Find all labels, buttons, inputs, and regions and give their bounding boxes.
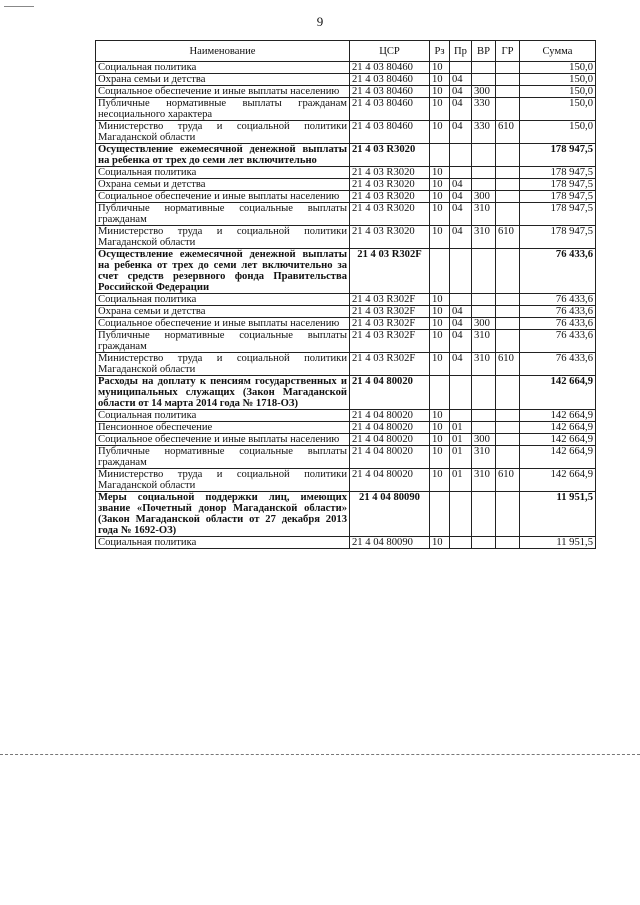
- table-row: [96, 226, 596, 249]
- table-row: [96, 537, 596, 549]
- cell-rz: 10: [430, 86, 450, 98]
- cell-sum: 178 947,5: [520, 203, 596, 226]
- cell-pr: 04: [450, 318, 472, 330]
- cell-name: Социальная политика: [96, 410, 350, 422]
- header-sum: Сумма: [520, 41, 596, 62]
- cell-vr: [472, 422, 496, 434]
- cell-sum: 142 664,9: [520, 376, 596, 410]
- cell-rz: 10: [430, 294, 450, 306]
- cell-csr: 21 4 03 R302F: [350, 330, 430, 353]
- cell-name: Социальное обеспечение и иные выплаты населению: [96, 318, 350, 330]
- cell-csr: 21 4 04 80020: [350, 446, 430, 469]
- cell-pr: [450, 167, 472, 179]
- cell-sum: 142 664,9: [520, 434, 596, 446]
- cell-pr: 04: [450, 98, 472, 121]
- cell-rz: 10: [430, 434, 450, 446]
- table-row: [96, 446, 596, 469]
- cell-csr: 21 4 03 R3020: [350, 191, 430, 203]
- cell-csr: 21 4 03 R302F: [350, 353, 430, 376]
- table-row: [96, 121, 596, 144]
- cell-pr: 04: [450, 179, 472, 191]
- cell-sum: 178 947,5: [520, 167, 596, 179]
- cell-gr: [496, 203, 520, 226]
- table-row: [96, 86, 596, 98]
- cell-vr: [472, 492, 496, 537]
- cell-name: Социальная политика: [96, 294, 350, 306]
- budget-table: [95, 40, 596, 549]
- cell-rz: 10: [430, 191, 450, 203]
- cell-vr: [472, 144, 496, 167]
- header-csr: ЦСР: [350, 41, 430, 62]
- cell-sum: 142 664,9: [520, 422, 596, 434]
- cell-pr: 01: [450, 422, 472, 434]
- cell-pr: [450, 144, 472, 167]
- cell-name: Охрана семьи и детства: [96, 179, 350, 191]
- cell-rz: [430, 376, 450, 410]
- cell-gr: [496, 410, 520, 422]
- cell-gr: [496, 191, 520, 203]
- cell-pr: 04: [450, 330, 472, 353]
- table-row: [96, 318, 596, 330]
- cell-sum: 178 947,5: [520, 179, 596, 191]
- table-row: [96, 249, 596, 294]
- cell-gr: [496, 98, 520, 121]
- cell-csr: 21 4 03 80460: [350, 62, 430, 74]
- cell-gr: [496, 318, 520, 330]
- cell-name: Охрана семьи и детства: [96, 74, 350, 86]
- cell-name: Социальное обеспечение и иные выплаты населению: [96, 86, 350, 98]
- cell-vr: 330: [472, 121, 496, 144]
- cell-gr: [496, 167, 520, 179]
- cell-gr: [496, 294, 520, 306]
- cell-name: Социальное обеспечение и иные выплаты населению: [96, 191, 350, 203]
- cell-sum: 150,0: [520, 98, 596, 121]
- cell-gr: [496, 330, 520, 353]
- cell-vr: 300: [472, 434, 496, 446]
- cell-sum: 150,0: [520, 86, 596, 98]
- cell-name: Публичные нормативные социальные выплаты гражданам: [96, 446, 350, 469]
- cell-rz: 10: [430, 537, 450, 549]
- cell-pr: [450, 537, 472, 549]
- table-row: [96, 469, 596, 492]
- table-row: [96, 294, 596, 306]
- cell-name: Осуществление ежемесячной денежной выплаты на ребенка от трех до семи лет включительно за счет средств резервного фонда Правительства Российской Федерации: [96, 249, 350, 294]
- cell-vr: 310: [472, 226, 496, 249]
- cell-gr: [496, 144, 520, 167]
- cell-rz: 10: [430, 446, 450, 469]
- table-row: [96, 144, 596, 167]
- cell-rz: 10: [430, 353, 450, 376]
- cell-vr: 330: [472, 98, 496, 121]
- cell-name: Министерство труда и социальной политики Магаданской области: [96, 469, 350, 492]
- cell-name: Публичные нормативные социальные выплаты гражданам: [96, 330, 350, 353]
- cell-csr: 21 4 03 80460: [350, 98, 430, 121]
- cell-sum: 178 947,5: [520, 226, 596, 249]
- cell-vr: [472, 306, 496, 318]
- table-row: [96, 422, 596, 434]
- cell-rz: [430, 492, 450, 537]
- cell-rz: 10: [430, 226, 450, 249]
- cell-name: Министерство труда и социальной политики Магаданской области: [96, 226, 350, 249]
- cell-csr: 21 4 03 R3020: [350, 203, 430, 226]
- cell-name: Пенсионное обеспечение: [96, 422, 350, 434]
- cell-csr: 21 4 03 R302F: [350, 318, 430, 330]
- cell-sum: 150,0: [520, 74, 596, 86]
- cell-csr: 21 4 04 80090: [350, 492, 430, 537]
- cell-rz: 10: [430, 74, 450, 86]
- header-name: Наименование: [96, 41, 350, 62]
- cell-csr: 21 4 03 R3020: [350, 179, 430, 191]
- cell-gr: [496, 306, 520, 318]
- cell-name: Расходы на доплату к пенсиям государственных и муниципальных служащих (Закон Магаданской области от 14 марта 2014 года № 1718-ОЗ): [96, 376, 350, 410]
- cell-rz: 10: [430, 121, 450, 144]
- cell-gr: [496, 492, 520, 537]
- cell-pr: [450, 492, 472, 537]
- cell-rz: [430, 249, 450, 294]
- cell-csr: 21 4 03 R3020: [350, 167, 430, 179]
- cell-csr: 21 4 03 R3020: [350, 226, 430, 249]
- table-row: [96, 376, 596, 410]
- cell-sum: 178 947,5: [520, 144, 596, 167]
- cell-gr: 610: [496, 353, 520, 376]
- cell-rz: 10: [430, 410, 450, 422]
- cell-pr: 04: [450, 353, 472, 376]
- cell-rz: [430, 144, 450, 167]
- cell-sum: 150,0: [520, 62, 596, 74]
- cell-name: Социальная политика: [96, 62, 350, 74]
- cell-pr: 04: [450, 203, 472, 226]
- cell-name: Социальная политика: [96, 167, 350, 179]
- cell-csr: 21 4 04 80020: [350, 410, 430, 422]
- table-body: [96, 62, 596, 549]
- cell-rz: 10: [430, 318, 450, 330]
- cell-csr: 21 4 04 80020: [350, 434, 430, 446]
- table-row: [96, 62, 596, 74]
- cell-gr: [496, 62, 520, 74]
- page-number: 9: [316, 14, 324, 29]
- cell-rz: 10: [430, 306, 450, 318]
- cell-pr: 01: [450, 434, 472, 446]
- cell-gr: [496, 86, 520, 98]
- cell-csr: 21 4 03 80460: [350, 86, 430, 98]
- cell-vr: [472, 74, 496, 86]
- cell-name: Публичные нормативные выплаты гражданам несоциального характера: [96, 98, 350, 121]
- cell-gr: [496, 422, 520, 434]
- header-vr: ВР: [472, 41, 496, 62]
- cell-csr: 21 4 03 80460: [350, 121, 430, 144]
- cell-sum: 76 433,6: [520, 318, 596, 330]
- cell-pr: 01: [450, 446, 472, 469]
- cell-name: Публичные нормативные социальные выплаты гражданам: [96, 203, 350, 226]
- cell-vr: 310: [472, 446, 496, 469]
- cell-pr: 04: [450, 191, 472, 203]
- scan-corner-mark: [4, 6, 34, 7]
- cell-vr: [472, 249, 496, 294]
- cell-gr: [496, 74, 520, 86]
- cell-sum: 76 433,6: [520, 249, 596, 294]
- cell-pr: [450, 376, 472, 410]
- cell-sum: 178 947,5: [520, 191, 596, 203]
- cell-vr: [472, 62, 496, 74]
- cell-rz: 10: [430, 469, 450, 492]
- cell-pr: 04: [450, 121, 472, 144]
- cell-sum: 76 433,6: [520, 306, 596, 318]
- header-gr: ГР: [496, 41, 520, 62]
- cell-sum: 150,0: [520, 121, 596, 144]
- cell-pr: 04: [450, 86, 472, 98]
- table-row: [96, 410, 596, 422]
- table-row: [96, 353, 596, 376]
- cell-sum: 142 664,9: [520, 410, 596, 422]
- cell-vr: [472, 537, 496, 549]
- cell-vr: 310: [472, 203, 496, 226]
- cell-sum: 11 951,5: [520, 537, 596, 549]
- cell-name: Охрана семьи и детства: [96, 306, 350, 318]
- cell-name: Меры социальной поддержки лиц, имеющих звание «Почетный донор Магаданской области» (Закон Магаданской области от 27 декабря 2013 года № 1692-ОЗ): [96, 492, 350, 537]
- cell-vr: [472, 167, 496, 179]
- cell-gr: [496, 376, 520, 410]
- cell-csr: 21 4 04 80020: [350, 469, 430, 492]
- cell-gr: 610: [496, 469, 520, 492]
- cell-pr: [450, 62, 472, 74]
- cell-csr: 21 4 04 80090: [350, 537, 430, 549]
- cell-rz: 10: [430, 179, 450, 191]
- cell-rz: 10: [430, 167, 450, 179]
- cell-csr: 21 4 03 80460: [350, 74, 430, 86]
- cell-csr: 21 4 03 R302F: [350, 294, 430, 306]
- cell-pr: [450, 294, 472, 306]
- cell-rz: 10: [430, 62, 450, 74]
- cell-rz: 10: [430, 203, 450, 226]
- page-bottom-divider: [0, 754, 640, 756]
- cell-gr: [496, 434, 520, 446]
- cell-name: Социальное обеспечение и иные выплаты населению: [96, 434, 350, 446]
- cell-gr: [496, 179, 520, 191]
- cell-pr: [450, 410, 472, 422]
- table-row: [96, 98, 596, 121]
- cell-pr: 01: [450, 469, 472, 492]
- cell-gr: [496, 446, 520, 469]
- cell-vr: 310: [472, 330, 496, 353]
- table-row: [96, 492, 596, 537]
- table-row: [96, 74, 596, 86]
- cell-sum: 142 664,9: [520, 469, 596, 492]
- cell-vr: 300: [472, 191, 496, 203]
- cell-rz: 10: [430, 330, 450, 353]
- header-rz: Рз: [430, 41, 450, 62]
- cell-csr: 21 4 04 80020: [350, 376, 430, 410]
- cell-sum: 76 433,6: [520, 353, 596, 376]
- cell-gr: [496, 249, 520, 294]
- table-row: [96, 306, 596, 318]
- cell-sum: 76 433,6: [520, 330, 596, 353]
- cell-sum: 76 433,6: [520, 294, 596, 306]
- cell-sum: 11 951,5: [520, 492, 596, 537]
- cell-pr: 04: [450, 74, 472, 86]
- cell-gr: [496, 537, 520, 549]
- cell-pr: [450, 249, 472, 294]
- cell-vr: [472, 410, 496, 422]
- cell-vr: [472, 376, 496, 410]
- cell-vr: [472, 294, 496, 306]
- cell-vr: 300: [472, 318, 496, 330]
- table-row: [96, 434, 596, 446]
- cell-rz: 10: [430, 98, 450, 121]
- table-row: [96, 191, 596, 203]
- cell-csr: 21 4 04 80020: [350, 422, 430, 434]
- table-row: [96, 167, 596, 179]
- cell-name: Министерство труда и социальной политики Магаданской области: [96, 121, 350, 144]
- cell-sum: 142 664,9: [520, 446, 596, 469]
- table-row: [96, 203, 596, 226]
- cell-gr: 610: [496, 226, 520, 249]
- cell-name: Осуществление ежемесячной денежной выплаты на ребенка от трех до семи лет включительно: [96, 144, 350, 167]
- table-header-row: [96, 41, 596, 62]
- cell-pr: 04: [450, 306, 472, 318]
- cell-gr: 610: [496, 121, 520, 144]
- cell-pr: 04: [450, 226, 472, 249]
- cell-vr: 310: [472, 353, 496, 376]
- cell-vr: 300: [472, 86, 496, 98]
- cell-csr: 21 4 03 R3020: [350, 144, 430, 167]
- cell-csr: 21 4 03 R302F: [350, 249, 430, 294]
- cell-vr: 310: [472, 469, 496, 492]
- cell-name: Министерство труда и социальной политики Магаданской области: [96, 353, 350, 376]
- cell-vr: [472, 179, 496, 191]
- table-row: [96, 179, 596, 191]
- header-pr: Пр: [450, 41, 472, 62]
- cell-csr: 21 4 03 R302F: [350, 306, 430, 318]
- table-row: [96, 330, 596, 353]
- cell-rz: 10: [430, 422, 450, 434]
- cell-name: Социальная политика: [96, 537, 350, 549]
